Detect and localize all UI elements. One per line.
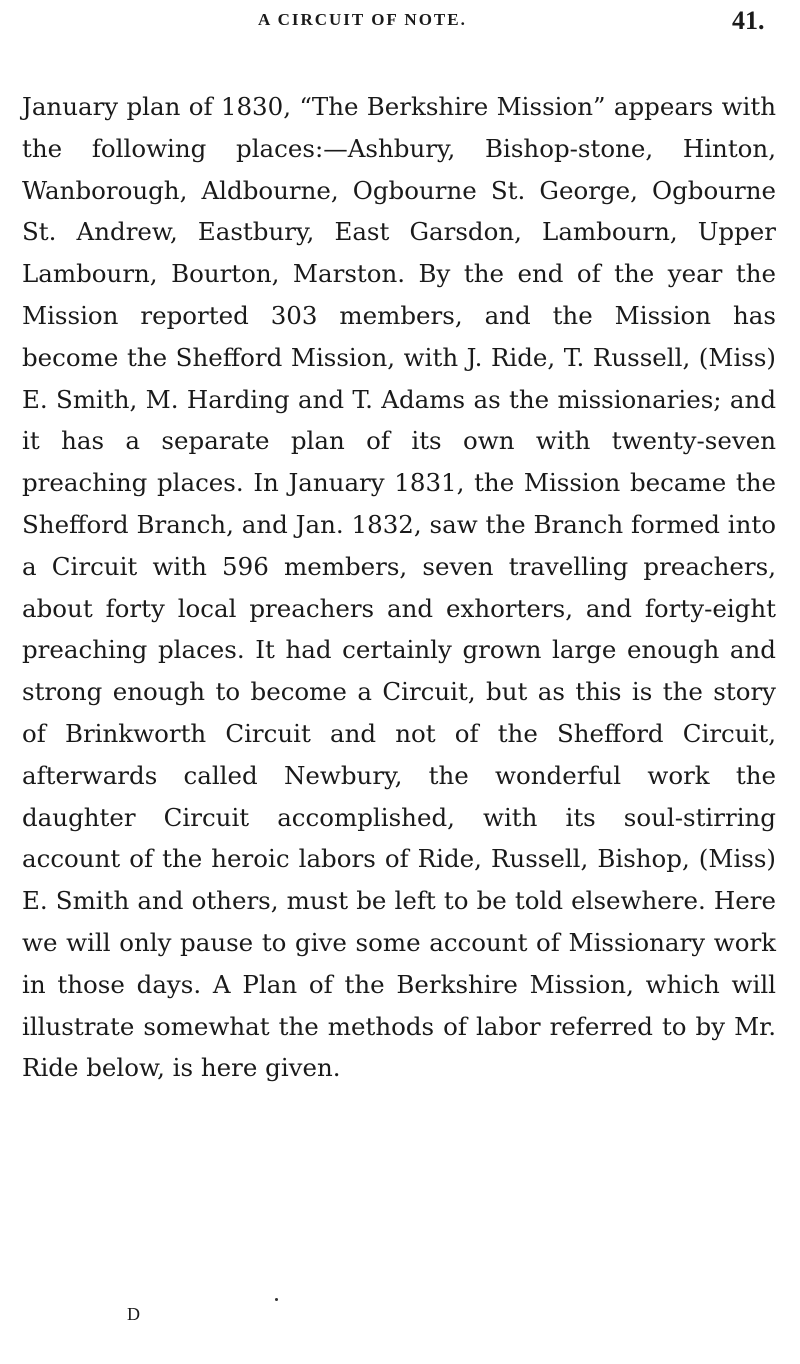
page-number: 41. <box>732 6 765 35</box>
running-head <box>0 6 800 40</box>
body-paragraph: January plan of 1830, “The Berkshire Mission” appears with the following places:—Ashbury, Bishop-stone, Hinton, Wanborough, Aldbourne, Ogbourne St. George, Ogbourne St. Andrew, Eastbury, East Garsdon, Lambourn, Upper Lambourn, Bourton, Marston. By the end of the year the Mission reported 303 members, and the Mission has become the Shefford Mission, with J. Ride, T. Russell, (Miss) E. Smith, M. Harding and T. Adams as the missionaries; and it has a separate plan of its own with twenty-seven preaching places. In January 1831, the Mission became the Shefford Branch, and Jan. 1832, saw the Branch formed into a Circuit with 596 members, seven travelling preachers, about forty local preachers and exhorters, and forty-eight preaching places. It had certainly grown large enough and strong enough to become a Circuit, but as this is the story of Brinkworth Circuit and not of the Shefford Circuit, afterwards called Newbury, the wonderful work the daughter Circuit accomplished, with its soul-stirring account of the heroic labors of Ride, Russell, Bishop, (Miss) E. Smith and others, must be left to be told elsewhere. Here we will only pause to give some account of Missionary work in those days. A Plan of the Berkshire Mission, which will illustrate somewhat the methods of labor referred to by Mr. Ride below, is here given. <box>22 92 776 1083</box>
running-title: A CIRCUIT OF NOTE. <box>258 10 467 29</box>
ink-speck <box>275 1298 278 1301</box>
signature-mark: D <box>127 1304 140 1324</box>
